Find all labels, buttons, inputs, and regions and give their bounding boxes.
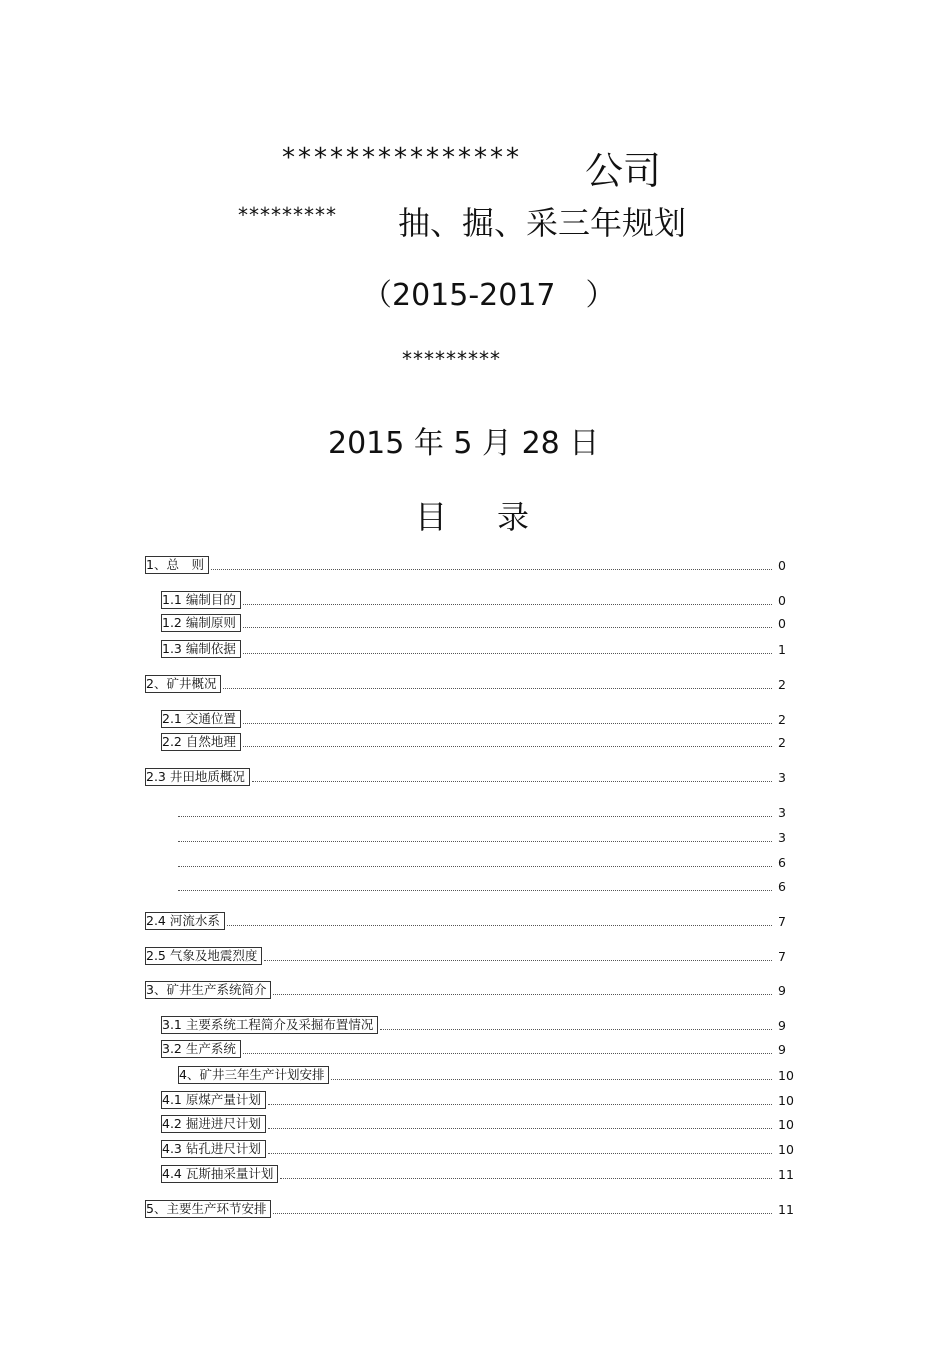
toc-leader-dots (243, 736, 772, 747)
toc-leader-dots (178, 856, 772, 867)
toc-entry-label: 3、矿井生产系统简介 (145, 981, 271, 999)
toc-page-number: 0 (778, 558, 786, 573)
toc-entry-label: 1.1 编制目的 (161, 591, 241, 609)
toc-heading: 目录 (415, 498, 580, 536)
toc-page-number: 0 (778, 593, 786, 608)
toc-entry-label: 2.3 井田地质概况 (145, 768, 250, 786)
toc-leader-dots (243, 594, 772, 605)
toc-entry-label: 4.1 原煤产量计划 (161, 1091, 266, 1109)
toc-entry[interactable] (161, 1016, 800, 1034)
toc-page-number: 2 (778, 677, 786, 692)
toc-leader-dots (227, 915, 772, 926)
toc-entry-label: 2、矿井概况 (145, 675, 221, 693)
toc-entry-label: 4.4 瓦斯抽采量计划 (161, 1165, 278, 1183)
toc-entry-label: 4.3 钻孔进尺计划 (161, 1140, 266, 1158)
toc-entry[interactable] (178, 877, 800, 895)
toc-entry-label: 5、主要生产环节安排 (145, 1200, 271, 1218)
toc-entry[interactable] (161, 1140, 800, 1158)
toc-entry[interactable] (145, 675, 800, 693)
cover-year-range: （2015-2017 ） (362, 278, 616, 313)
toc-leader-dots (178, 831, 772, 842)
toc-entry[interactable] (161, 1115, 800, 1133)
cover-stars-line-3: ********* (402, 347, 501, 371)
toc-entry-label: 3.2 生产系统 (161, 1040, 241, 1058)
toc-entry-label: 2.1 交通位置 (161, 710, 241, 728)
toc-page-number: 3 (778, 770, 786, 785)
toc-page-number: 0 (778, 616, 786, 631)
toc-leader-dots (223, 678, 772, 689)
toc-entry-label: 4.2 掘进进尺计划 (161, 1115, 266, 1133)
toc-page-number: 11 (778, 1202, 794, 1217)
toc-entry[interactable] (145, 1200, 800, 1218)
toc-entry-label: 2.5 气象及地震烈度 (145, 947, 262, 965)
toc-page-number: 2 (778, 712, 786, 727)
toc-entry[interactable] (161, 1040, 800, 1058)
toc-leader-dots (211, 559, 772, 570)
toc-page-number: 10 (778, 1068, 794, 1083)
toc-leader-dots (243, 617, 772, 628)
toc-entry-label: 2.2 自然地理 (161, 733, 241, 751)
toc-entry[interactable] (178, 1066, 800, 1084)
toc-page-number: 3 (778, 830, 786, 845)
toc-entry[interactable] (145, 768, 800, 786)
toc-leader-dots (252, 771, 772, 782)
toc-entry[interactable] (161, 640, 800, 658)
toc-leader-dots (264, 950, 772, 961)
toc-entry[interactable] (161, 614, 800, 632)
toc-page-number: 2 (778, 735, 786, 750)
toc-entry[interactable] (161, 710, 800, 728)
toc-entry[interactable] (161, 1165, 800, 1183)
toc-leader-dots (243, 713, 772, 724)
cover-plan-title: 抽、掘、采三年规划 (398, 204, 687, 242)
toc-leader-dots (243, 1043, 772, 1054)
toc-entry[interactable] (145, 912, 800, 930)
toc-entry[interactable] (161, 733, 800, 751)
toc-entry[interactable] (145, 947, 800, 965)
toc-page-number: 6 (778, 879, 786, 894)
toc-entry-label: 2.4 河流水系 (145, 912, 225, 930)
toc-page-number: 7 (778, 949, 786, 964)
toc-page-number: 3 (778, 805, 786, 820)
toc-page-number: 9 (778, 1018, 786, 1033)
toc-page-number: 6 (778, 855, 786, 870)
toc-page-number: 1 (778, 642, 786, 657)
toc-page-number: 10 (778, 1142, 794, 1157)
toc-entry-label: 1.3 编制依据 (161, 640, 241, 658)
toc-leader-dots (273, 1203, 772, 1214)
toc-entry[interactable] (145, 981, 800, 999)
toc-page-number: 11 (778, 1167, 794, 1182)
toc-leader-dots (273, 984, 772, 995)
toc-leader-dots (280, 1168, 772, 1179)
toc-entry[interactable] (161, 1091, 800, 1109)
toc-entry[interactable] (161, 591, 800, 609)
toc-page-number: 10 (778, 1093, 794, 1108)
toc-leader-dots (178, 880, 772, 891)
toc-leader-dots (331, 1069, 772, 1080)
toc-leader-dots (243, 643, 772, 654)
toc-leader-dots (380, 1019, 772, 1030)
toc-leader-dots (268, 1094, 772, 1105)
toc-page-number: 10 (778, 1117, 794, 1132)
toc-entry-label: 4、矿井三年生产计划安排 (178, 1066, 329, 1084)
cover-date: 2015 年 5 月 28 日 (328, 426, 600, 461)
toc-entry-label: 1.2 编制原则 (161, 614, 241, 632)
toc-page-number: 7 (778, 914, 786, 929)
toc-entry-label: 1、总 则 (145, 556, 209, 574)
toc-leader-dots (178, 806, 772, 817)
toc-entry[interactable] (178, 853, 800, 871)
toc-leader-dots (268, 1118, 772, 1129)
toc-page-number: 9 (778, 983, 786, 998)
toc-page-number: 9 (778, 1042, 786, 1057)
toc-entry[interactable] (178, 803, 800, 821)
toc-leader-dots (268, 1143, 772, 1154)
cover-stars-line-2: ********* (238, 203, 337, 227)
toc-entry[interactable] (178, 828, 800, 846)
toc-entry-label: 3.1 主要系统工程简介及采掘布置情况 (161, 1016, 378, 1034)
cover-stars-line-1: *************** (282, 143, 522, 173)
toc-entry[interactable] (145, 556, 800, 574)
cover-company-name: 公司 (585, 149, 662, 193)
